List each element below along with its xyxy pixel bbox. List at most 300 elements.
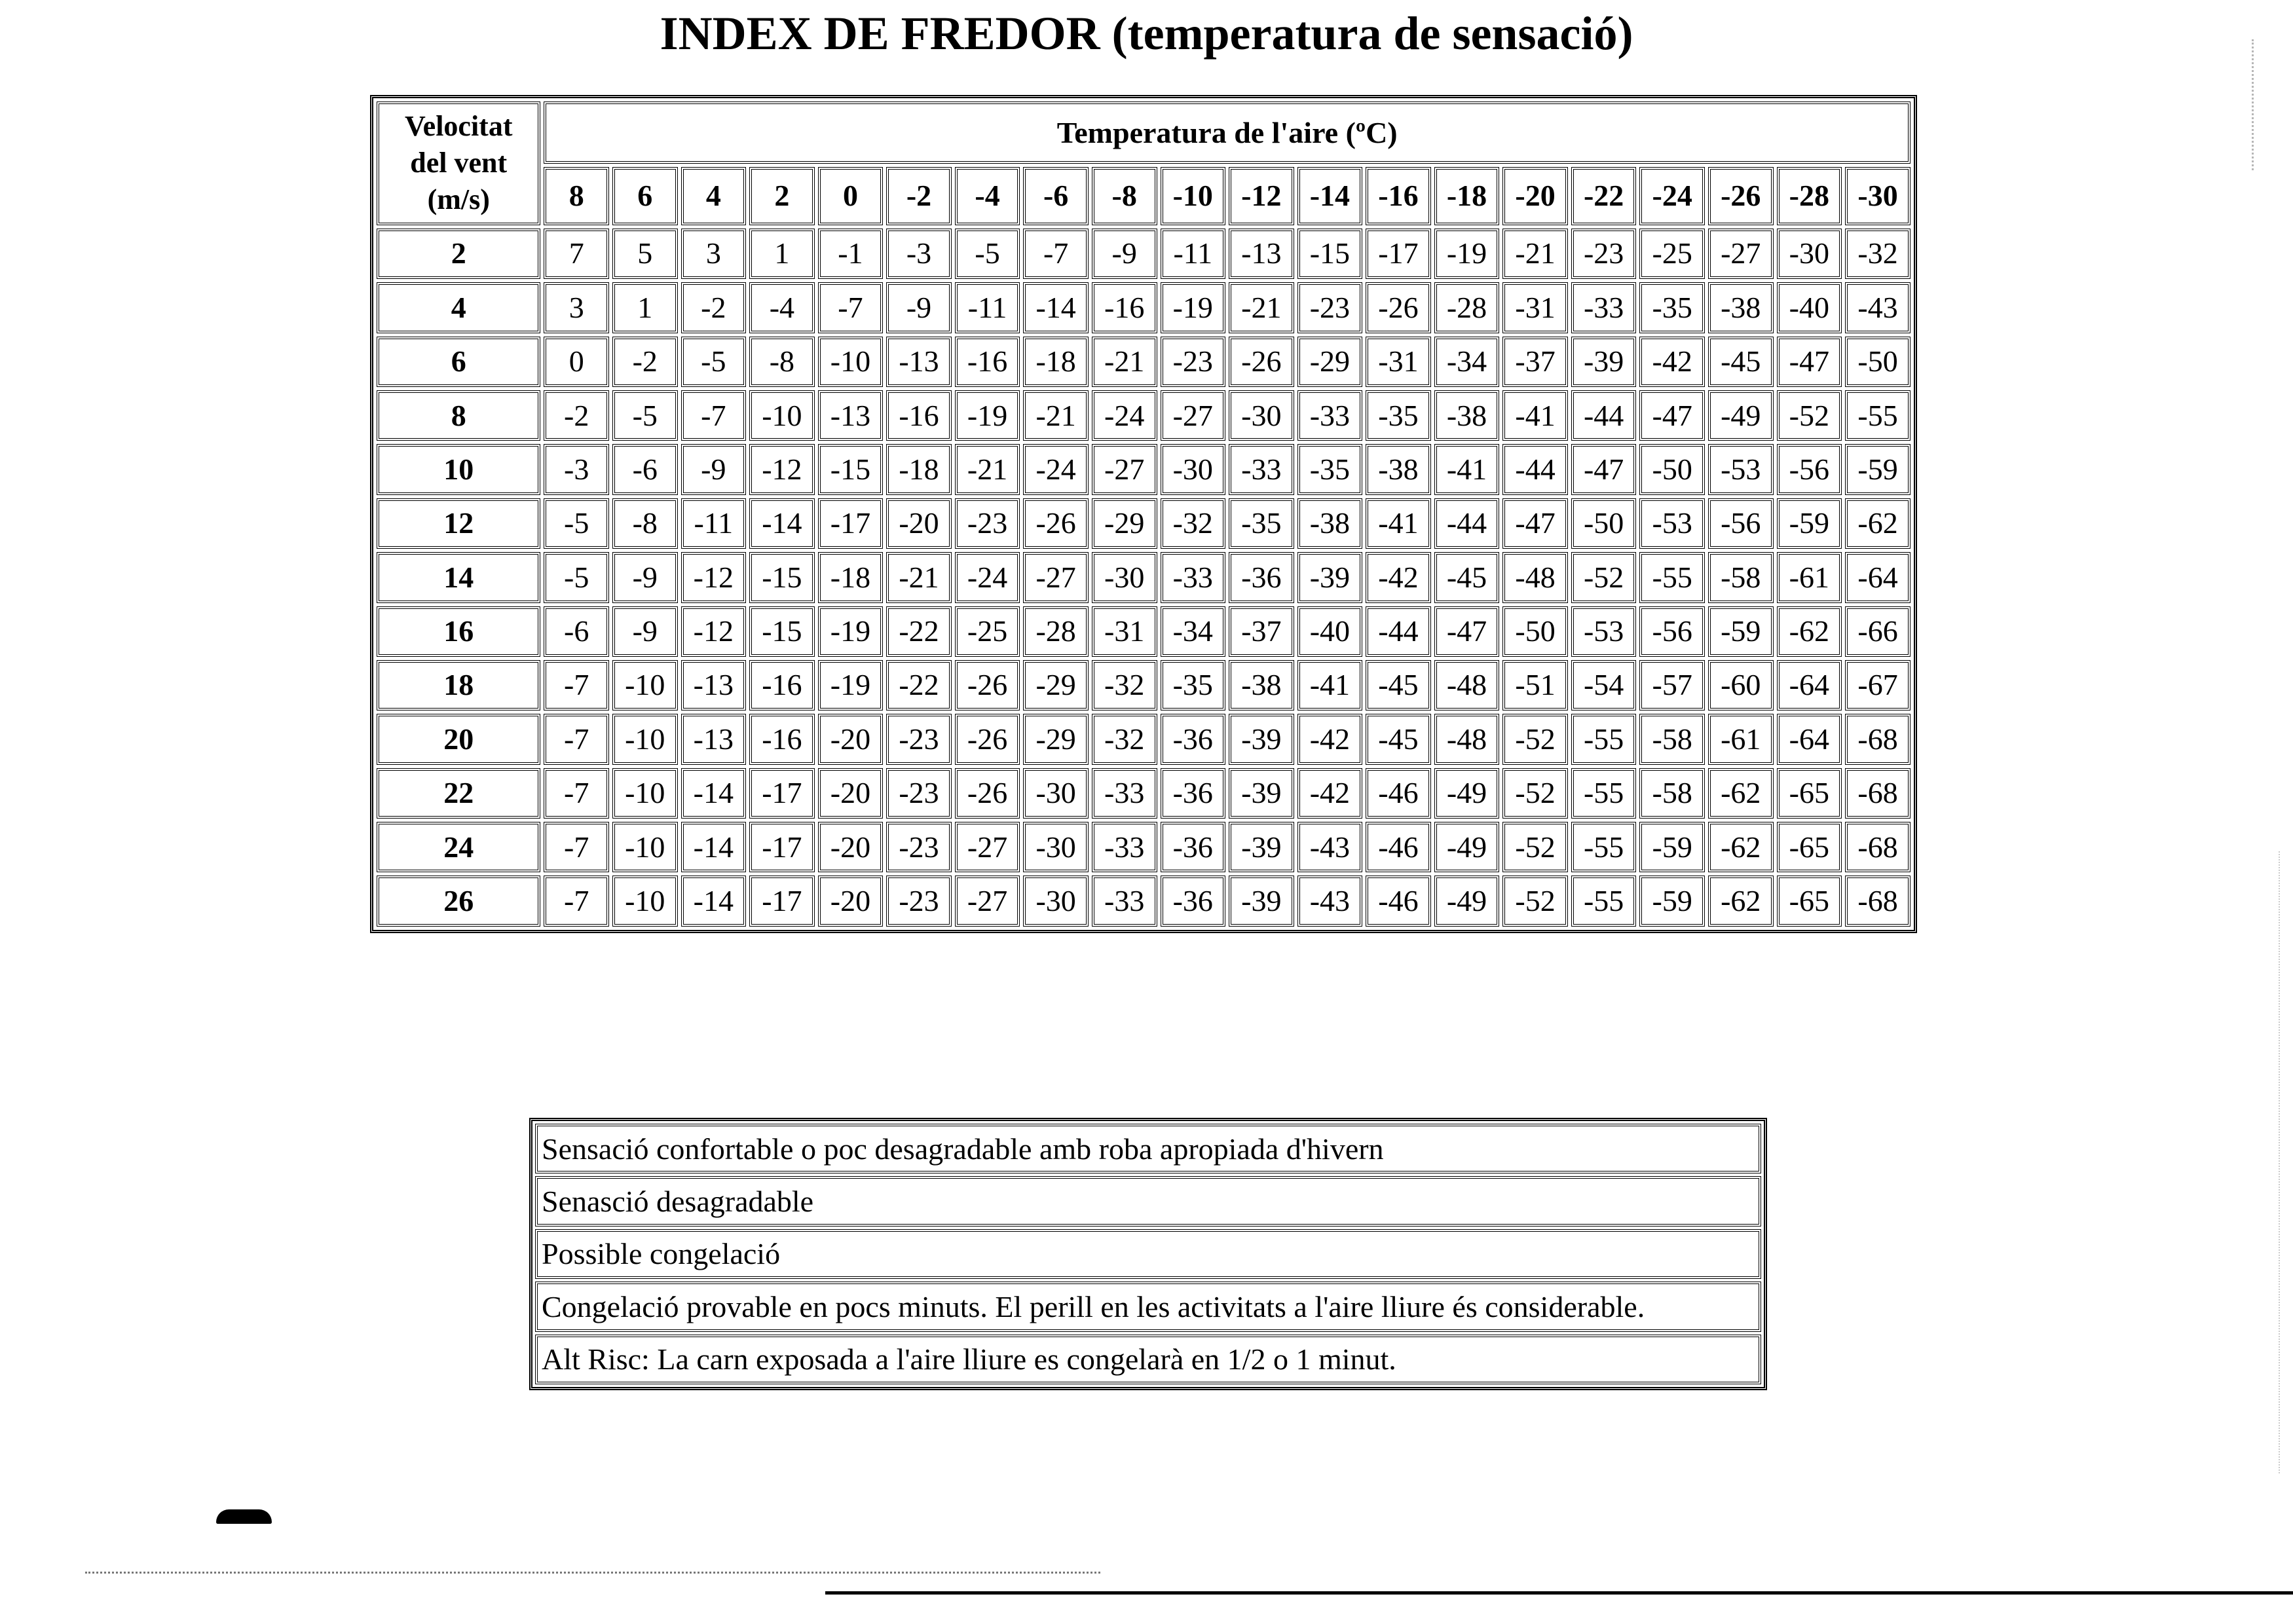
chill-value-cell: -55 [1571, 822, 1637, 872]
chill-value-cell: -38 [1708, 282, 1774, 333]
chill-value-cell: -38 [1297, 498, 1363, 549]
chill-value-cell: -34 [1161, 606, 1226, 657]
chill-value-cell: -29 [1023, 660, 1089, 710]
wind-speed-cell: 18 [377, 660, 540, 710]
table-row [377, 714, 1911, 764]
chill-value-cell: -56 [1639, 606, 1705, 657]
chill-value-cell: 3 [544, 282, 609, 333]
chill-value-cell: -30 [1777, 229, 1842, 279]
temperature-row [377, 167, 1911, 225]
chill-value-cell: -11 [1161, 229, 1226, 279]
chill-value-cell: -58 [1639, 714, 1705, 764]
chill-value-cell: 0 [544, 337, 609, 387]
wind-speed-cell: 26 [377, 876, 540, 927]
chill-value-cell: -20 [886, 498, 952, 549]
chill-value-cell: -64 [1777, 714, 1842, 764]
chill-value-cell: -53 [1571, 606, 1637, 657]
temperature-cell: -16 [1366, 167, 1431, 225]
chill-value-cell: -14 [1023, 282, 1089, 333]
chill-value-cell: -20 [818, 822, 884, 872]
chill-value-cell: -16 [749, 714, 815, 764]
chill-value-cell: -2 [681, 282, 747, 333]
chill-value-cell: -28 [1434, 282, 1500, 333]
chill-value-cell: -16 [749, 660, 815, 710]
chill-value-cell: -21 [955, 444, 1020, 494]
chill-value-cell: -7 [544, 822, 609, 872]
chill-value-cell: -40 [1777, 282, 1842, 333]
chill-value-cell: -30 [1023, 768, 1089, 819]
chill-value-cell: -47 [1571, 444, 1637, 494]
chill-value-cell: -28 [1023, 606, 1089, 657]
temperature-cell: -22 [1571, 167, 1637, 225]
chill-value-cell: -9 [612, 552, 678, 602]
chill-value-cell: -58 [1708, 552, 1774, 602]
temperature-cell: 0 [818, 167, 884, 225]
chill-value-cell: -30 [1161, 444, 1226, 494]
wind-speed-cell: 24 [377, 822, 540, 872]
wind-speed-cell: 14 [377, 552, 540, 602]
dotted-rule [85, 1572, 1100, 1574]
chill-value-cell: 1 [749, 229, 815, 279]
chill-value-cell: -19 [1434, 229, 1500, 279]
chill-value-cell: 1 [612, 282, 678, 333]
temperature-cell: -10 [1161, 167, 1226, 225]
chill-value-cell: -20 [818, 876, 884, 927]
chill-value-cell: -31 [1502, 282, 1568, 333]
temperature-cell: -24 [1639, 167, 1705, 225]
chill-value-cell: -47 [1639, 390, 1705, 441]
wind-speed-cell: 4 [377, 282, 540, 333]
chill-value-cell: -49 [1434, 822, 1500, 872]
chill-value-cell: -22 [886, 660, 952, 710]
chill-value-cell: -5 [681, 337, 747, 387]
chill-value-cell: -32 [1161, 498, 1226, 549]
chill-value-cell: -33 [1092, 876, 1157, 927]
chill-value-cell: -27 [1708, 229, 1774, 279]
chill-value-cell: -67 [1845, 660, 1911, 710]
chill-value-cell: -5 [544, 552, 609, 602]
chill-value-cell: -65 [1777, 768, 1842, 819]
chill-value-cell: -21 [1092, 337, 1157, 387]
chill-value-cell: -9 [1092, 229, 1157, 279]
temperature-cell: -28 [1777, 167, 1842, 225]
chill-value-cell: -41 [1502, 390, 1568, 441]
chill-value-cell: -35 [1229, 498, 1294, 549]
chill-value-cell: -68 [1845, 768, 1911, 819]
chill-value-cell: -7 [681, 390, 747, 441]
chill-value-cell: -35 [1161, 660, 1226, 710]
chill-value-cell: -33 [1092, 768, 1157, 819]
chill-value-cell: -56 [1708, 498, 1774, 549]
wind-speed-cell: 16 [377, 606, 540, 657]
chill-value-cell: -49 [1434, 768, 1500, 819]
chill-value-cell: -48 [1434, 714, 1500, 764]
wind-speed-cell: 8 [377, 390, 540, 441]
legend-item: Sensació confortable o poc desagradable amb roba apropiada d'hivern [535, 1124, 1761, 1173]
chill-value-cell: -36 [1161, 876, 1226, 927]
chill-value-cell: -30 [1229, 390, 1294, 441]
chill-value-cell: -46 [1366, 768, 1431, 819]
chill-value-cell: -10 [612, 768, 678, 819]
legend-row [535, 1282, 1761, 1331]
chill-value-cell: -47 [1777, 337, 1842, 387]
chill-value-cell: -14 [681, 768, 747, 819]
chill-value-cell: -18 [818, 552, 884, 602]
chill-value-cell: -39 [1229, 768, 1294, 819]
table-row [377, 229, 1911, 279]
chill-value-cell: -42 [1297, 714, 1363, 764]
wind-speed-header-line: (m/s) [427, 183, 490, 216]
chill-value-cell: -10 [612, 822, 678, 872]
chill-value-cell: -18 [1023, 337, 1089, 387]
wind-speed-cell: 6 [377, 337, 540, 387]
chill-value-cell: -14 [749, 498, 815, 549]
chill-value-cell: 7 [544, 229, 609, 279]
chill-value-cell: -26 [955, 714, 1020, 764]
wind-speed-header-line: del vent [410, 147, 508, 179]
chill-value-cell: -35 [1297, 444, 1363, 494]
chill-value-cell: -23 [1161, 337, 1226, 387]
chill-value-cell: -2 [612, 337, 678, 387]
chill-value-cell: -41 [1366, 498, 1431, 549]
table-row [377, 444, 1911, 494]
wind-speed-cell: 2 [377, 229, 540, 279]
chill-value-cell: -59 [1777, 498, 1842, 549]
chill-value-cell: -21 [886, 552, 952, 602]
scan-mark [216, 1509, 272, 1524]
chill-value-cell: -51 [1502, 660, 1568, 710]
chill-value-cell: -4 [749, 282, 815, 333]
chill-value-cell: -33 [1297, 390, 1363, 441]
chill-value-cell: -31 [1092, 606, 1157, 657]
chill-value-cell: -13 [818, 390, 884, 441]
chill-value-cell: -16 [1092, 282, 1157, 333]
chill-value-cell: -20 [818, 714, 884, 764]
legend-row [535, 1335, 1761, 1384]
chill-value-cell: -30 [1023, 876, 1089, 927]
chill-value-cell: -59 [1845, 444, 1911, 494]
chill-value-cell: -17 [818, 498, 884, 549]
chill-value-cell: -38 [1434, 390, 1500, 441]
legend-item: Possible congelació [535, 1229, 1761, 1279]
chill-value-cell: -21 [1502, 229, 1568, 279]
chill-value-cell: -56 [1777, 444, 1842, 494]
chill-value-cell: 5 [612, 229, 678, 279]
chill-value-cell: -55 [1639, 552, 1705, 602]
chill-value-cell: -45 [1366, 714, 1431, 764]
chill-value-cell: -52 [1502, 768, 1568, 819]
chill-value-cell: -49 [1708, 390, 1774, 441]
wind-speed-cell: 12 [377, 498, 540, 549]
chill-value-cell: -43 [1297, 876, 1363, 927]
wind-speed-header [377, 101, 540, 225]
chill-value-cell: -32 [1092, 714, 1157, 764]
chill-value-cell: -1 [818, 229, 884, 279]
chill-value-cell: -10 [612, 660, 678, 710]
chill-value-cell: -14 [681, 822, 747, 872]
chill-value-cell: -46 [1366, 822, 1431, 872]
chill-value-cell: -3 [544, 444, 609, 494]
chill-value-cell: -17 [1366, 229, 1431, 279]
chill-value-cell: -23 [1297, 282, 1363, 333]
wind-speed-cell: 22 [377, 768, 540, 819]
table-row [377, 606, 1911, 657]
chill-value-cell: -44 [1571, 390, 1637, 441]
table-row [377, 390, 1911, 441]
chill-value-cell: -20 [818, 768, 884, 819]
temperature-cell: 8 [544, 167, 609, 225]
chill-value-cell: -26 [955, 768, 1020, 819]
chill-value-cell: -29 [1092, 498, 1157, 549]
chill-value-cell: -33 [1571, 282, 1637, 333]
chill-value-cell: -62 [1708, 876, 1774, 927]
chill-value-cell: -19 [818, 660, 884, 710]
chill-value-cell: -7 [544, 876, 609, 927]
temperature-cell: -2 [886, 167, 952, 225]
temperature-cell: 2 [749, 167, 815, 225]
chill-value-cell: -59 [1708, 606, 1774, 657]
table-row [377, 337, 1911, 387]
chill-value-cell: -47 [1502, 498, 1568, 549]
chill-value-cell: -59 [1639, 822, 1705, 872]
chill-value-cell: -33 [1092, 822, 1157, 872]
chill-value-cell: -62 [1708, 768, 1774, 819]
chill-value-cell: -9 [681, 444, 747, 494]
chill-value-cell: -68 [1845, 876, 1911, 927]
chill-value-cell: -32 [1092, 660, 1157, 710]
chill-value-cell: -37 [1229, 606, 1294, 657]
chill-value-cell: -13 [886, 337, 952, 387]
chill-value-cell: -23 [886, 822, 952, 872]
chill-value-cell: -19 [1161, 282, 1226, 333]
chill-value-cell: -41 [1434, 444, 1500, 494]
chill-value-cell: -25 [1639, 229, 1705, 279]
chill-value-cell: -65 [1777, 876, 1842, 927]
chill-value-cell: -40 [1297, 606, 1363, 657]
table-row [377, 660, 1911, 710]
chill-value-cell: -64 [1777, 660, 1842, 710]
chill-value-cell: -30 [1092, 552, 1157, 602]
chill-value-cell: -13 [1229, 229, 1294, 279]
chill-value-cell: -10 [818, 337, 884, 387]
chill-value-cell: -23 [886, 876, 952, 927]
chill-value-cell: -53 [1639, 498, 1705, 549]
chill-value-cell: -65 [1777, 822, 1842, 872]
chill-value-cell: -29 [1297, 337, 1363, 387]
chill-value-cell: -31 [1366, 337, 1431, 387]
chill-value-cell: -52 [1502, 714, 1568, 764]
chill-value-cell: -33 [1161, 552, 1226, 602]
chill-value-cell: -42 [1297, 768, 1363, 819]
chill-value-cell: -21 [1229, 282, 1294, 333]
table-row [377, 498, 1911, 549]
chill-value-cell: -8 [749, 337, 815, 387]
chill-value-cell: -6 [612, 444, 678, 494]
wind-speed-cell: 10 [377, 444, 540, 494]
chill-value-cell: -15 [749, 606, 815, 657]
chill-value-cell: -39 [1571, 337, 1637, 387]
table-row [377, 822, 1911, 872]
temperature-cell: -6 [1023, 167, 1089, 225]
chill-value-cell: -17 [749, 768, 815, 819]
chill-value-cell: -27 [1092, 444, 1157, 494]
chill-value-cell: -45 [1366, 660, 1431, 710]
legend-item: Alt Risc: La carn exposada a l'aire lliure es congelarà en 1/2 o 1 minut. [535, 1335, 1761, 1384]
chill-value-cell: -7 [544, 768, 609, 819]
chill-value-cell: -50 [1845, 337, 1911, 387]
legend-row [535, 1229, 1761, 1279]
chill-value-cell: -36 [1229, 552, 1294, 602]
temperature-cell: -20 [1502, 167, 1568, 225]
chill-value-cell: -55 [1571, 768, 1637, 819]
chill-value-cell: -34 [1434, 337, 1500, 387]
table-row [377, 876, 1911, 927]
chill-value-cell: -11 [681, 498, 747, 549]
chill-value-cell: -45 [1434, 552, 1500, 602]
chill-value-cell: -52 [1777, 390, 1842, 441]
table-row [377, 282, 1911, 333]
chill-value-cell: -7 [544, 660, 609, 710]
chill-value-cell: -10 [749, 390, 815, 441]
page-title: INDEX DE FREDOR (temperatura de sensació) [660, 7, 1633, 60]
chill-value-cell: -19 [955, 390, 1020, 441]
chill-value-cell: -23 [1571, 229, 1637, 279]
chill-value-cell: -23 [955, 498, 1020, 549]
chill-value-cell: -48 [1502, 552, 1568, 602]
chill-value-cell: -42 [1639, 337, 1705, 387]
legend-table [529, 1118, 1767, 1390]
temperature-cell: 4 [681, 167, 747, 225]
chill-value-cell: -52 [1571, 552, 1637, 602]
chill-value-cell: -17 [749, 822, 815, 872]
chill-value-cell: -66 [1845, 606, 1911, 657]
chill-value-cell: -44 [1434, 498, 1500, 549]
chill-value-cell: -44 [1502, 444, 1568, 494]
chill-value-cell: -12 [681, 552, 747, 602]
chill-value-cell: -17 [749, 876, 815, 927]
chill-value-cell: -37 [1502, 337, 1568, 387]
wind-chill-table [370, 95, 1917, 933]
chill-value-cell: -50 [1502, 606, 1568, 657]
legend-row [535, 1176, 1761, 1226]
chill-value-cell: -24 [1023, 444, 1089, 494]
chill-value-cell: -5 [612, 390, 678, 441]
scan-edge-specks [2232, 39, 2254, 170]
legend-row [535, 1124, 1761, 1173]
chill-value-cell: -54 [1571, 660, 1637, 710]
chill-value-cell: -12 [681, 606, 747, 657]
chill-value-cell: -5 [544, 498, 609, 549]
chill-value-cell: -29 [1023, 714, 1089, 764]
chill-value-cell: -52 [1502, 876, 1568, 927]
chill-value-cell: -10 [612, 714, 678, 764]
header-row [377, 101, 1911, 164]
chill-value-cell: -16 [955, 337, 1020, 387]
chill-value-cell: -62 [1777, 606, 1842, 657]
chill-value-cell: -26 [1023, 498, 1089, 549]
chill-value-cell: -36 [1161, 768, 1226, 819]
chill-value-cell: -43 [1845, 282, 1911, 333]
chill-value-cell: -55 [1571, 714, 1637, 764]
chill-value-cell: -15 [818, 444, 884, 494]
chill-value-cell: -53 [1708, 444, 1774, 494]
chill-value-cell: -61 [1777, 552, 1842, 602]
chill-value-cell: -55 [1845, 390, 1911, 441]
chill-value-cell: -55 [1571, 876, 1637, 927]
temperature-header: Temperatura de l'aire (ºC) [544, 101, 1911, 164]
chill-value-cell: -6 [544, 606, 609, 657]
chill-value-cell: -9 [886, 282, 952, 333]
chill-value-cell: -61 [1708, 714, 1774, 764]
chill-value-cell: -8 [612, 498, 678, 549]
temperature-cell: -4 [955, 167, 1020, 225]
chill-value-cell: -27 [955, 822, 1020, 872]
chill-value-cell: -30 [1023, 822, 1089, 872]
temperature-cell: -26 [1708, 167, 1774, 225]
chill-value-cell: -68 [1845, 822, 1911, 872]
chill-value-cell: -42 [1366, 552, 1431, 602]
chill-value-cell: -52 [1502, 822, 1568, 872]
table-row [377, 552, 1911, 602]
chill-value-cell: -60 [1708, 660, 1774, 710]
chill-value-cell: -15 [1297, 229, 1363, 279]
chill-value-cell: -38 [1229, 660, 1294, 710]
chill-value-cell: -44 [1366, 606, 1431, 657]
chill-value-cell: -13 [681, 660, 747, 710]
chill-value-cell: -39 [1229, 714, 1294, 764]
chill-value-cell: -19 [818, 606, 884, 657]
temperature-cell: -14 [1297, 167, 1363, 225]
temperature-cell: -18 [1434, 167, 1500, 225]
chill-value-cell: -39 [1229, 822, 1294, 872]
chill-value-cell: -15 [749, 552, 815, 602]
chill-value-cell: -27 [1161, 390, 1226, 441]
chill-value-cell: -39 [1229, 876, 1294, 927]
chill-value-cell: -49 [1434, 876, 1500, 927]
chill-value-cell: -35 [1639, 282, 1705, 333]
temperature-cell: -8 [1092, 167, 1157, 225]
bottom-rule [825, 1591, 2293, 1595]
chill-value-cell: -33 [1229, 444, 1294, 494]
chill-value-cell: -59 [1639, 876, 1705, 927]
chill-value-cell: -18 [886, 444, 952, 494]
chill-value-cell: -38 [1366, 444, 1431, 494]
chill-value-cell: -21 [1023, 390, 1089, 441]
chill-value-cell: -57 [1639, 660, 1705, 710]
chill-value-cell: -14 [681, 876, 747, 927]
chill-value-cell: -11 [955, 282, 1020, 333]
chill-value-cell: -13 [681, 714, 747, 764]
chill-value-cell: -7 [1023, 229, 1089, 279]
chill-value-cell: -23 [886, 768, 952, 819]
chill-value-cell: -7 [818, 282, 884, 333]
chill-value-cell: -36 [1161, 714, 1226, 764]
chill-value-cell: -50 [1639, 444, 1705, 494]
chill-value-cell: -35 [1366, 390, 1431, 441]
chill-value-cell: -43 [1297, 822, 1363, 872]
chill-value-cell: -50 [1571, 498, 1637, 549]
chill-value-cell: 3 [681, 229, 747, 279]
scan-edge-specks [2273, 851, 2280, 1473]
chill-value-cell: -25 [955, 606, 1020, 657]
chill-value-cell: -62 [1708, 822, 1774, 872]
temperature-cell: -12 [1229, 167, 1294, 225]
chill-value-cell: -10 [612, 876, 678, 927]
chill-value-cell: -45 [1708, 337, 1774, 387]
legend-item: Congelació provable en pocs minuts. El perill en les activitats a l'aire lliure és considerable. [535, 1282, 1761, 1331]
chill-value-cell: -26 [1366, 282, 1431, 333]
chill-value-cell: -62 [1845, 498, 1911, 549]
